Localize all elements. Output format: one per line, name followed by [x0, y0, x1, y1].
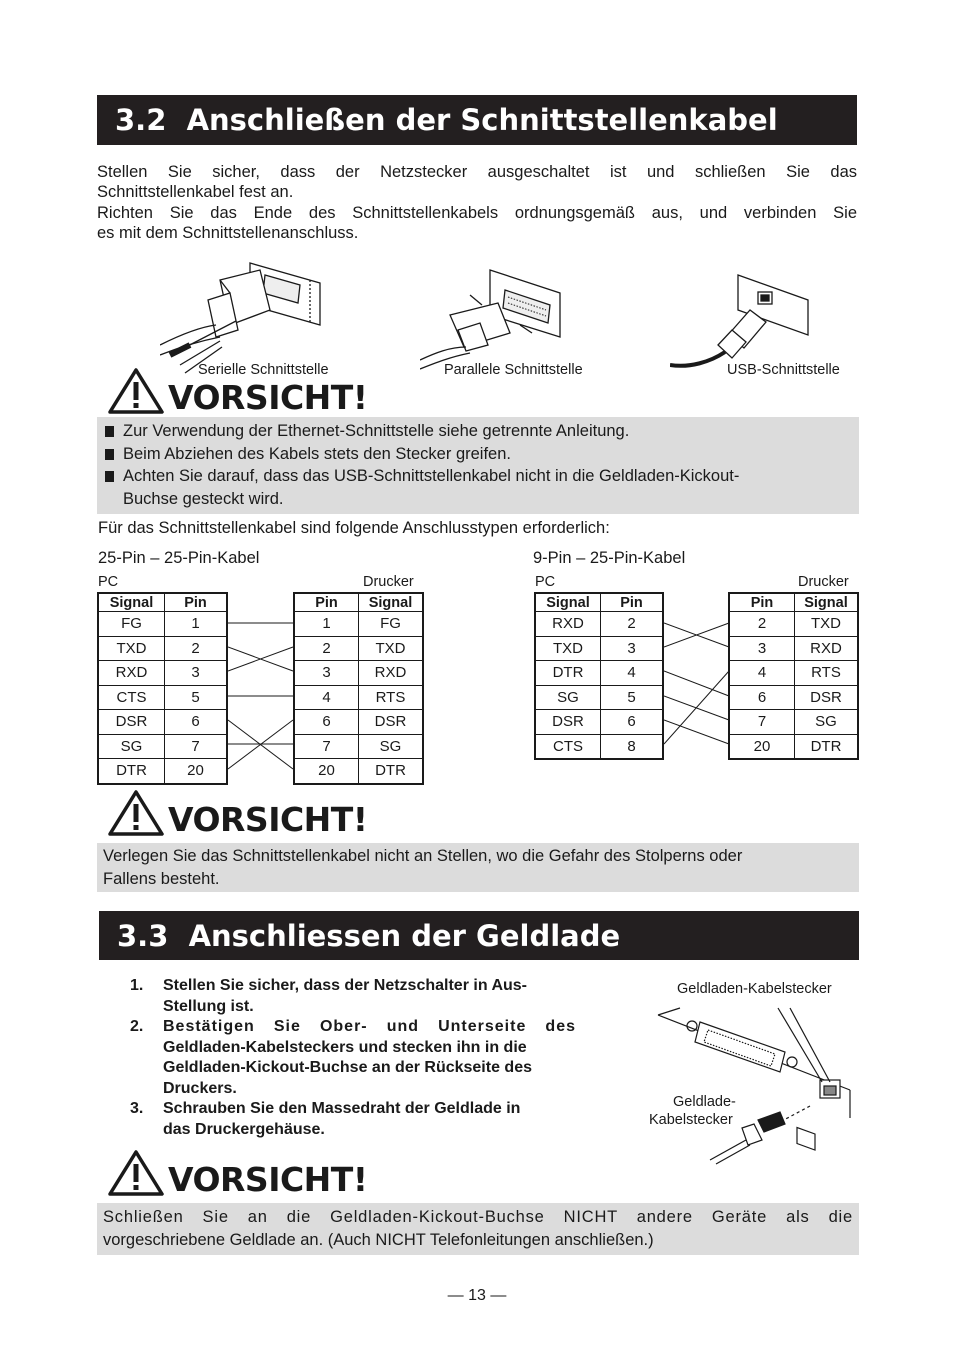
section-3-2-title: 3.2 Anschließen der Schnittstellenkabel [115, 103, 778, 137]
intro-line-4: es mit dem Schnittstellenanschluss. [97, 224, 359, 242]
signal-cell: RXD [359, 661, 424, 686]
table-row [98, 685, 227, 710]
step-text [163, 1017, 576, 1099]
column-header: Pin [294, 593, 359, 612]
column-header: Pin [165, 593, 228, 612]
column-header: Signal [795, 593, 859, 612]
caution-1-item [105, 443, 859, 466]
table-row [98, 734, 227, 759]
parallel-interface-illustration [420, 265, 570, 375]
intro-line-3: Richten Sie das Ende des Schnittstellenkabels ordnungsgemäß aus, und verbinden Sie [97, 204, 857, 222]
signal-cell: CTS [98, 685, 165, 710]
table-row [729, 685, 858, 710]
step-line: Bestätigen Sie Ober- und Unterseite des [163, 1018, 576, 1035]
pin-cell: 6 [165, 710, 228, 735]
cable-25-printer-label: Drucker [363, 574, 414, 590]
pin-cell: 6 [294, 710, 359, 735]
table-row [729, 710, 858, 735]
pin-cell: 8 [601, 734, 664, 759]
step-line: das Druckergehäuse. [163, 1120, 325, 1138]
pin-cell: 4 [729, 661, 795, 686]
drawer-connector-label-bottom-2: Kabelstecker [649, 1112, 733, 1128]
wire-dtr-dsr [664, 671, 729, 696]
cable-9-title: 9-Pin – 25-Pin-Kabel [533, 549, 686, 567]
caution-1-item-3-line-2: Buchse gesteckt wird. [123, 489, 284, 508]
list-item [130, 1099, 576, 1140]
pin-cell: 1 [294, 612, 359, 637]
cable-25-wiring-diagram [228, 592, 294, 782]
table-row [294, 636, 423, 661]
pin-cell: 3 [165, 661, 228, 686]
pin-cell: 3 [729, 636, 795, 661]
pin-cell: 20 [165, 759, 228, 784]
caution-1-item-text [123, 465, 739, 510]
table-row [98, 710, 227, 735]
pin-cell: 7 [294, 734, 359, 759]
table-row [98, 636, 227, 661]
cable-9-pc-table [534, 592, 664, 760]
warning-triangle-icon [108, 790, 164, 836]
signal-cell: RTS [795, 661, 859, 686]
table-row [729, 636, 858, 661]
signal-cell: RXD [98, 661, 165, 686]
pin-cell: 2 [729, 612, 795, 637]
pin-cell: 1 [191, 615, 200, 633]
column-header: Signal [535, 593, 601, 612]
step-number: 2. [130, 1018, 144, 1035]
cable-9-printer-table [728, 592, 859, 760]
signal-cell: SG [795, 710, 859, 735]
table-row [729, 734, 858, 759]
signal-cell: CTS [535, 734, 601, 759]
wire-cts-rts [664, 671, 729, 744]
step-line: Geldladen-Kickout-Buchse an der Rückseite des [163, 1059, 532, 1076]
column-header: Pin [729, 593, 795, 612]
caution-1-box [97, 417, 859, 514]
wire-dsr-dtr [664, 720, 729, 744]
list-item [130, 976, 576, 1017]
step-line: Stellung ist. [163, 997, 254, 1015]
warning-triangle-icon [108, 368, 164, 414]
table-row [535, 710, 663, 735]
step-line: Stellen Sie sicher, dass der Netzschalter in Aus- [163, 977, 527, 994]
cable-9-printer-label: Drucker [798, 574, 849, 590]
caution-3-title: VORSICHT! [168, 1160, 368, 1199]
table-row [294, 685, 423, 710]
caution-1-item [105, 420, 859, 443]
pin-cell: 5 [601, 685, 664, 710]
pin-cell: 20 [729, 734, 795, 759]
section-3-3-heading [99, 911, 859, 960]
signal-cell: SG [359, 734, 424, 759]
intro-line-1: Stellen Sie sicher, dass der Netzstecker ausgeschaltet ist und schließen Sie das [97, 163, 857, 181]
pin-cell: 4 [601, 661, 664, 686]
table-row [535, 661, 663, 686]
drawer-connector-illustration [650, 1000, 855, 1165]
caution-2-heading [108, 790, 368, 839]
caution-1-item [105, 465, 859, 510]
step-line: Schrauben Sie den Massedraht der Geldlade in [163, 1100, 521, 1117]
serial-interface-illustration [160, 255, 330, 375]
pin-cell: 7 [729, 710, 795, 735]
caution-1-item-text: Zur Verwendung der Ethernet-Schnittstelle siehe getrennte Anleitung. [123, 422, 630, 440]
serial-interface-label: Serielle Schnittstelle [198, 362, 329, 378]
bullet-square-icon [105, 471, 114, 482]
signal-cell: DTR [535, 661, 601, 686]
list-item [130, 1017, 576, 1099]
cable-9-pc-label: PC [535, 574, 556, 590]
pin-cell: 6 [729, 685, 795, 710]
column-header: Signal [98, 593, 165, 612]
drawer-connector-label-bottom-1: Geldlade- [673, 1094, 736, 1110]
table-row [294, 710, 423, 735]
caution-2-title: VORSICHT! [168, 800, 368, 839]
caution-3-line-1: Schließen Sie an die Geldladen-Kickout-Buchse NICHT andere Geräte als die [103, 1208, 853, 1226]
table-row [535, 685, 663, 710]
table-row [294, 759, 423, 784]
signal-cell: RTS [359, 685, 424, 710]
caution-2-line-1: Verlegen Sie das Schnittstellenkabel nicht an Stellen, wo die Gefahr des Stolperns oder [103, 847, 743, 865]
table-row [294, 734, 423, 759]
cable-25-pc-table [97, 592, 228, 785]
table-row [729, 661, 858, 686]
page-number: — 13 — [447, 1287, 507, 1304]
pin-cell: 3 [601, 636, 664, 661]
signal-cell: DSR [359, 710, 424, 735]
caution-3-heading [108, 1150, 368, 1199]
signal-cell: SG [535, 685, 601, 710]
section-3-3-title: 3.3 Anschliessen der Geldlade [117, 918, 621, 953]
signal-cell: TXD [98, 636, 165, 661]
caution-1-item-text: Beim Abziehen des Kabels stets den Stecker greifen. [123, 444, 511, 463]
step-text [163, 976, 576, 1017]
intro-line-2: Schnittstellenkabel fest an. [97, 183, 294, 201]
caution-1-item-3-line-1: Achten Sie darauf, dass das USB-Schnittstellenkabel nicht in die Geldladen-Kickout- [123, 467, 740, 485]
table-row [98, 612, 227, 637]
caution-2-box [97, 843, 859, 892]
caution-1-title: VORSICHT! [168, 378, 368, 417]
table-row [98, 661, 227, 686]
column-header: Signal [359, 593, 424, 612]
pin-cell: 2 [294, 636, 359, 661]
table-row [535, 636, 663, 661]
cable-25-title: 25-Pin – 25-Pin-Kabel [98, 549, 260, 567]
signal-cell: DTR [359, 759, 424, 784]
table-row [98, 759, 227, 784]
pin-cell: 7 [165, 734, 228, 759]
step-number: 3. [130, 1100, 144, 1117]
table-row [535, 734, 663, 759]
step-line: Druckers. [163, 1079, 237, 1097]
warning-triangle-icon [108, 1150, 164, 1196]
signal-cell: TXD [811, 615, 841, 633]
pin-cell: 6 [601, 710, 664, 735]
pin-cell: 3 [294, 661, 359, 686]
signal-cell: RXD [795, 636, 859, 661]
signal-cell: DSR [98, 710, 165, 735]
drawer-connector-label-top: Geldladen-Kabelstecker [677, 981, 832, 997]
signal-cell: TXD [359, 636, 424, 661]
step-text [163, 1099, 576, 1140]
table-row [294, 612, 423, 637]
table-row [294, 661, 423, 686]
signal-cell: DSR [535, 710, 601, 735]
cable-25-printer-table [293, 592, 424, 785]
steps-list [130, 976, 576, 1140]
column-header: Pin [601, 593, 664, 612]
parallel-interface-label: Parallele Schnittstelle [444, 362, 583, 378]
pin-cell: 5 [165, 685, 228, 710]
signal-cell: RXD [535, 612, 601, 637]
caution-1-heading [108, 368, 368, 417]
step-line: Geldladen-Kabelsteckers und stecken ihn in die [163, 1038, 527, 1056]
connector-intro: Für das Schnittstellenkabel sind folgende Anschlusstypen erforderlich: [98, 519, 610, 537]
signal-cell: DTR [98, 759, 165, 784]
pin-cell: 2 [627, 615, 636, 633]
signal-cell: DTR [795, 734, 859, 759]
pin-cell: 2 [165, 636, 228, 661]
caution-3-line-2: vorgeschriebene Geldlade an. (Auch NICHT Telefonleitungen anschließen.) [103, 1230, 654, 1249]
cable-9-wiring-diagram [664, 592, 730, 762]
cable-25-pc-label: PC [98, 574, 119, 590]
caution-2-line-2: Fallens besteht. [103, 869, 220, 888]
signal-cell: SG [98, 734, 165, 759]
section-3-2-heading [97, 95, 857, 145]
table-row [535, 612, 663, 637]
signal-cell: DSR [795, 685, 859, 710]
pin-cell: 20 [294, 759, 359, 784]
signal-cell: TXD [535, 636, 601, 661]
signal-cell: FG [98, 612, 165, 637]
usb-interface-illustration [670, 270, 815, 375]
pin-cell: 4 [294, 685, 359, 710]
usb-interface-label: USB-Schnittstelle [727, 362, 840, 378]
signal-cell: FG [380, 615, 401, 633]
bullet-square-icon [105, 426, 114, 437]
step-number: 1. [130, 977, 144, 994]
table-row [729, 612, 858, 637]
bullet-square-icon [105, 449, 114, 460]
caution-3-box [97, 1203, 859, 1255]
